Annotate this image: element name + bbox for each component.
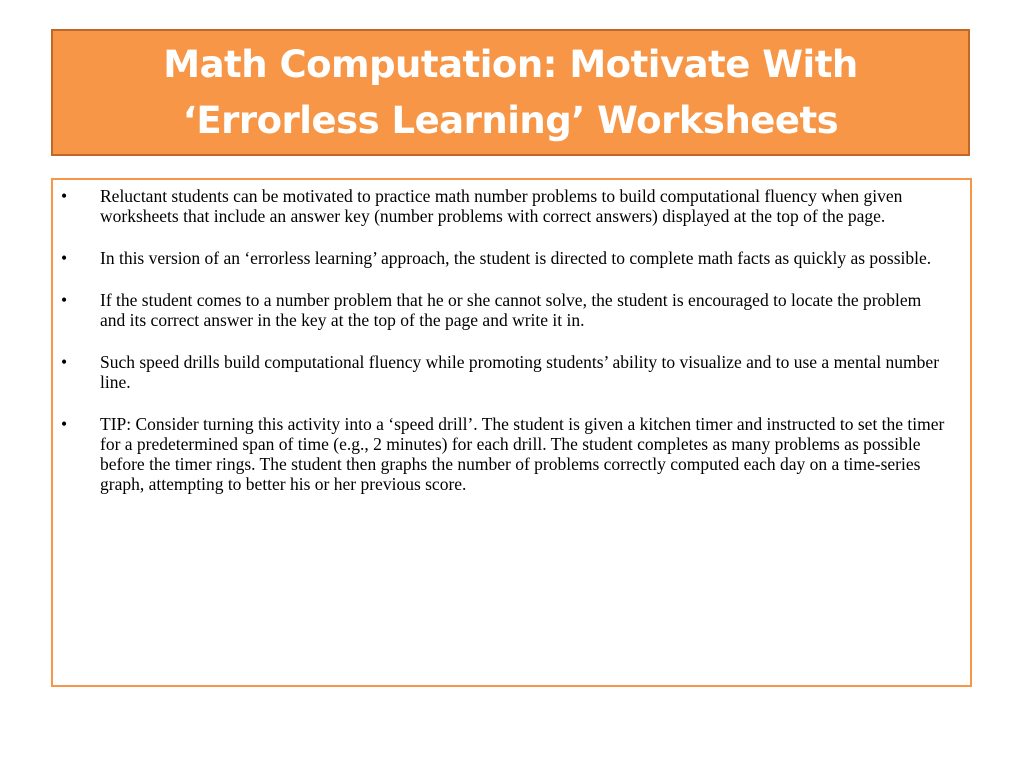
title-banner <box>51 29 970 156</box>
bullet-icon: • <box>61 414 68 434</box>
bullet-text: Reluctant students can be motivated to practice math number problems to build computational fluency when given worksheets that include an answer key (number problems with correct answers) displayed at the top of the page. <box>100 186 903 226</box>
bullet-icon: • <box>61 290 68 310</box>
bullet-item <box>53 352 948 392</box>
bullet-icon: • <box>61 352 68 372</box>
slide-title-line-2: ‘Errorless Learning’ Worksheets <box>182 98 839 142</box>
bullet-icon: • <box>61 248 68 268</box>
bullet-text: In this version of an ‘errorless learning’ approach, the student is directed to complete math facts as quickly as possible. <box>100 248 932 268</box>
bullet-list <box>53 180 970 494</box>
slide-title-line-1: Math Computation: Motivate With <box>163 42 858 86</box>
content-panel <box>51 178 972 687</box>
bullet-text: TIP: Consider turning this activity into a ‘speed drill’. The student is given a kitchen timer and instructed to set the timer for a predetermined span of time (e.g., 2 minutes) for each drill. The student completes as many problems as possible before the timer rings. The student then graphs the number of problems correctly computed each day on a time-series graph, attempting to better his or her previous score. <box>100 414 945 494</box>
bullet-item <box>53 290 948 330</box>
bullet-icon: • <box>61 186 68 206</box>
bullet-text: If the student comes to a number problem that he or she cannot solve, the student is encouraged to locate the problem and its correct answer in the key at the top of the page and write it in. <box>100 290 922 330</box>
bullet-item <box>53 186 948 226</box>
bullet-item <box>53 248 948 268</box>
slide-title <box>163 37 858 149</box>
bullet-text: Such speed drills build computational fluency while promoting students’ ability to visualize and to use a mental number line. <box>100 352 940 392</box>
bullet-item <box>53 414 948 494</box>
